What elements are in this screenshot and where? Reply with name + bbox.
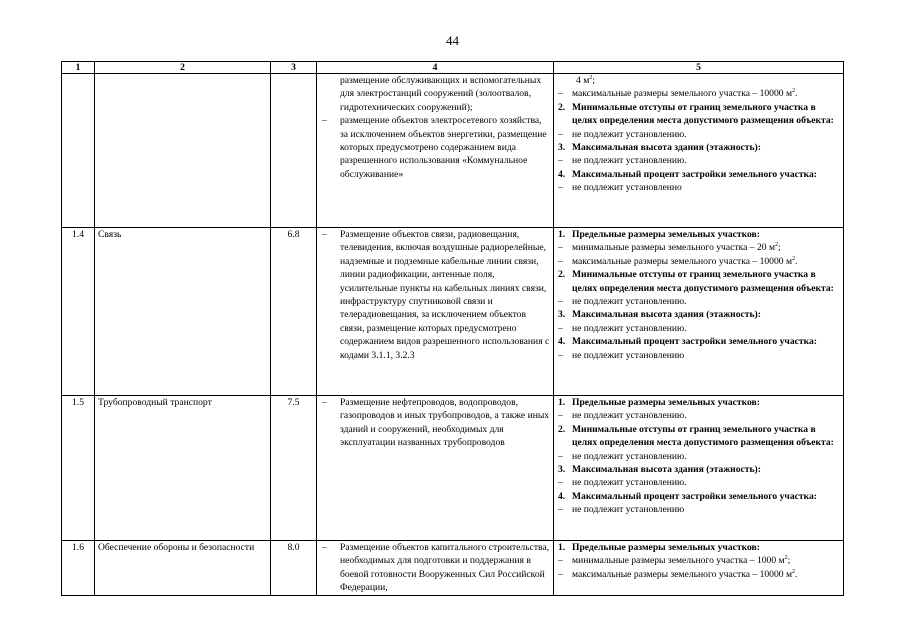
parameter-heading [557, 308, 840, 321]
description-item [320, 74, 550, 114]
parameter-text: Минимальные отступы от границ земельного участка в целях определения места допустимого размещения объекта: [572, 101, 834, 127]
dash-marker: – [558, 182, 563, 194]
parameter-text: Максимальный процент застройки земельного участка: [572, 168, 817, 180]
use-type-name: Обеспечение обороны и безопасности [95, 541, 271, 596]
dash-marker: – [558, 504, 563, 516]
dash-marker: – [558, 296, 563, 308]
item-number: 1. [558, 229, 566, 240]
parameter-heading [557, 101, 840, 128]
parameter-text: максимальные размеры земельного участка – 10000 $м^2$. [572, 255, 798, 267]
parameter-heading [557, 423, 840, 450]
description-text: Размещение объектов связи, радиовещания, телевидения, включая воздушные радиорелейные, надземные и подземные кабельные линии связи, линии радиофикации, антенные поля, усилительные пункты на кабельных линиях связи, инфраструктуру спутниковой связи и телерадиовещания, за исключением объектов связи, размещение которых предусмотрено содержанием видов разрешенного использования с кодами 3.1.1, 3.2.3 [340, 229, 550, 361]
parameter-value [557, 295, 840, 308]
row-number: 1.4 [62, 228, 95, 396]
dash-marker: – [558, 88, 563, 100]
parameter-value [557, 154, 840, 167]
dash-marker: – [558, 255, 563, 267]
parameter-value [557, 181, 840, 194]
description-list [320, 396, 550, 450]
parameter-heading [557, 541, 840, 554]
parameter-heading [557, 490, 840, 503]
dash-marker: – [558, 322, 563, 334]
dash-marker: – [558, 555, 563, 567]
parameter-text: не подлежит установлению [572, 349, 685, 361]
use-type-code: 8.0 [271, 541, 317, 596]
parameter-value [557, 322, 840, 335]
item-number: 1. [558, 542, 566, 553]
parameter-text: Минимальные отступы от границ земельного участка в целях определения места допустимого размещения объекта: [572, 423, 834, 449]
description-item [320, 114, 550, 181]
description-list [320, 74, 550, 181]
parameter-heading [557, 228, 840, 241]
parameter-text: не подлежит установленно [572, 182, 682, 194]
parameter-value [557, 476, 840, 489]
parameter-text: не подлежит установлению. [572, 450, 687, 462]
dash-marker: – [322, 115, 327, 127]
use-description-cell [317, 228, 554, 396]
description-item [320, 396, 550, 450]
parameters-cell [554, 228, 844, 396]
description-item [320, 228, 550, 362]
parameter-value [557, 74, 840, 87]
page-number: 44 [446, 33, 459, 48]
dash-marker: – [558, 568, 563, 580]
parameter-text: Минимальные отступы от границ земельного участка в целях определения места допустимого размещения объекта: [572, 269, 834, 294]
use-type-code [271, 74, 317, 228]
item-number: 2. [558, 269, 566, 281]
item-number: 3. [558, 142, 566, 154]
dash-marker: – [322, 542, 327, 553]
description-text: Размещение объектов капитального строительства, необходимых для подготовки и поддержания в боевой готовности Вооруженных Сил Российской Федерации, [340, 542, 550, 594]
dash-marker: – [558, 155, 563, 167]
dash-marker: – [558, 477, 563, 489]
use-description-cell [317, 74, 554, 228]
table-body [62, 74, 844, 596]
row-number: 1.5 [62, 396, 95, 541]
column-header-5: 5 [554, 62, 844, 74]
dash-marker: – [558, 242, 563, 254]
item-number: 1. [558, 397, 566, 408]
parameter-text: минимальные размеры земельного участка – 1000 $м^2$; [572, 555, 791, 567]
item-number: 4. [558, 336, 566, 348]
regulations-table [61, 61, 844, 596]
dash-marker: – [558, 349, 563, 361]
parameters-cell [554, 541, 844, 596]
parameter-text: Максимальная высота здания (этажность): [572, 309, 761, 321]
description-text: размещение обслуживающих и вспомогательных для электростанций сооружений (золоотвалов, гидротехнических сооружений); [340, 75, 542, 113]
parameter-text: не подлежит установлению. [572, 296, 687, 308]
parameter-text: не подлежит установлению. [572, 410, 687, 422]
parameter-heading [557, 335, 840, 348]
parameter-text: минимальные размеры земельного участка – 20 $м^2$; [572, 242, 781, 254]
parameter-value [557, 349, 840, 362]
description-list [320, 228, 550, 362]
parameter-value [557, 128, 840, 141]
parameter-value [557, 568, 840, 581]
parameters-cell [554, 74, 844, 228]
parameter-value [557, 87, 840, 100]
table-row [62, 74, 844, 228]
use-type-name: Связь [95, 228, 271, 396]
parameter-value [557, 554, 840, 567]
parameter-text: не подлежит установлению. [572, 128, 687, 140]
item-number: 2. [558, 423, 566, 435]
parameter-text: не подлежит установлению. [572, 477, 687, 489]
use-type-code: 6.8 [271, 228, 317, 396]
parameter-heading [557, 141, 840, 154]
parameter-value [557, 255, 840, 268]
table-row [62, 541, 844, 596]
parameter-heading [557, 463, 840, 476]
description-text: размещение объектов электросетевого хозяйства, за исключением объектов энергетики, размещение которых предусмотрено содержанием вида разрешенного использования «Коммунальное обслуживание» [340, 115, 547, 180]
parameter-text: Предельные размеры земельных участков: [572, 229, 760, 240]
item-number: 4. [558, 168, 566, 180]
parameter-value [557, 450, 840, 463]
column-header-3: 3 [271, 62, 317, 74]
row-number: 1.6 [62, 541, 95, 596]
table-row [62, 228, 844, 396]
parameter-text: Предельные размеры земельных участков: [572, 397, 760, 408]
column-header-4: 4 [317, 62, 554, 74]
parameter-text: не подлежит установлению. [572, 322, 687, 334]
parameter-text: Максимальный процент застройки земельного участка: [572, 490, 817, 502]
parameter-value [557, 241, 840, 254]
parameter-heading [557, 268, 840, 295]
parameters-cell [554, 396, 844, 541]
parameter-text: максимальные размеры земельного участка – 10000 $м^2$. [572, 568, 798, 580]
description-text: Размещение нефтепроводов, водопроводов, газопроводов и иных трубопроводов, а также иных зданий и сооружений, необходимых для эксплуатации названных трубопроводов [340, 397, 550, 449]
parameter-text: Максимальный процент застройки земельного участка: [572, 336, 817, 348]
parameter-text: не подлежит установлению [572, 504, 685, 516]
parameter-text: Максимальная высота здания (этажность): [572, 142, 761, 154]
use-type-name [95, 74, 271, 228]
dash-marker: – [558, 450, 563, 462]
parameter-heading [557, 396, 840, 409]
parameter-text: не подлежит установлению. [572, 155, 687, 167]
description-item [320, 541, 550, 595]
column-header-2: 2 [95, 62, 271, 74]
item-number: 2. [558, 101, 566, 113]
header-row [62, 62, 844, 74]
column-header-1: 1 [62, 62, 95, 74]
dash-marker: – [322, 397, 327, 408]
use-description-cell [317, 541, 554, 596]
dash-marker: – [322, 229, 327, 240]
dash-marker: – [558, 128, 563, 140]
parameter-heading [557, 168, 840, 181]
use-type-code: 7.5 [271, 396, 317, 541]
parameter-text: максимальные размеры земельного участка – 10000 $м^2$. [572, 88, 798, 100]
parameter-text: Максимальная высота здания (этажность): [572, 464, 761, 476]
use-description-cell [317, 396, 554, 541]
parameter-text: 4 $м^2$; [576, 74, 595, 86]
dash-marker: – [558, 410, 563, 422]
item-number: 3. [558, 464, 566, 476]
table-row [62, 396, 844, 541]
parameter-value [557, 503, 840, 516]
item-number: 3. [558, 309, 566, 321]
use-type-name: Трубопроводный транспорт [95, 396, 271, 541]
parameter-text: Предельные размеры земельных участков: [572, 542, 760, 553]
item-number: 4. [558, 490, 566, 502]
description-list [320, 541, 550, 595]
row-number [62, 74, 95, 228]
parameter-value [557, 409, 840, 422]
